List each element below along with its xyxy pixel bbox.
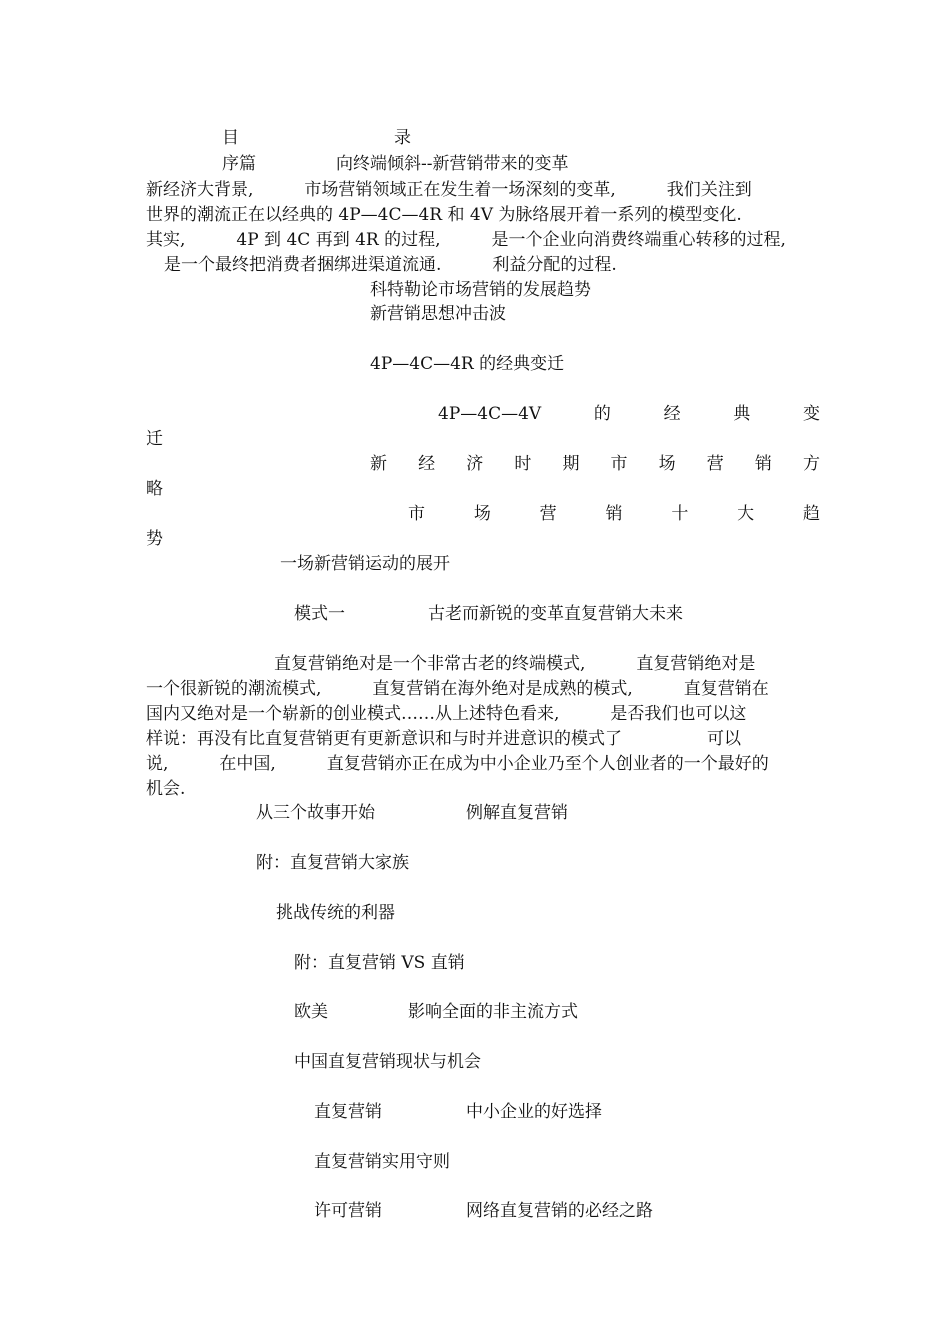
toc-item-perm-b: 网络直复营销的必经之路 (466, 1201, 653, 1221)
para1-line-3: 其实, 4P 到 4C 再到 4R 的过程, 是一个企业向消费终端重心转移的过程, (146, 230, 786, 250)
toc-item-strategy-char: 方 (802, 454, 820, 474)
toc-item-movement: 一场新营销运动的展开 (280, 554, 450, 574)
toc-item-kotler: 科特勒论市场营销的发展趋势 (370, 280, 591, 300)
para1-line-1: 新经济大背景, 市场营销领域正在发生着一场深刻的变革, 我们关注到 (146, 180, 752, 200)
toc-item-rules: 直复营销实用守则 (314, 1152, 450, 1172)
toc-item-strategy-char: 期 (562, 454, 580, 474)
toc-item-trend-char: 场 (473, 504, 491, 524)
toc-item-strategy-char: 济 (466, 454, 484, 474)
toc-item-4v-part: 4P—4C—4V (438, 404, 542, 424)
para2-line-2: 一个很新锐的潮流模式, 直复营销在海外绝对是成熟的模式, 直复营销在 (146, 679, 769, 699)
toc-item-4p4c4r: 4P—4C—4R 的经典变迁 (370, 354, 565, 374)
toc-item-vs: 附：直复营销 VS 直销 (294, 953, 465, 973)
toc-item-challenge: 挑战传统的利器 (276, 903, 395, 923)
toc-item-wave: 新营销思想冲击波 (370, 304, 506, 324)
toc-item-europe-b: 影响全面的非主流方式 (408, 1002, 578, 1022)
toc-item-perm-a: 许可营销 (314, 1201, 382, 1221)
toc-item-trend-tail: 势 (146, 529, 163, 549)
mode1-title: 古老而新锐的变革直复营销大未来 (428, 604, 683, 624)
para2-line-5: 说, 在中国, 直复营销亦正在成为中小企业乃至个人创业者的一个最好的 (146, 754, 769, 774)
toc-item-4v-part: 变 (802, 404, 820, 424)
toc-item-family: 附：直复营销大家族 (256, 853, 409, 873)
toc-item-sme-b: 中小企业的好选择 (466, 1102, 602, 1122)
toc-item-strategy-char: 市 (610, 454, 628, 474)
toc-item-trend-char: 大 (737, 504, 755, 524)
toc-item-4v (438, 402, 820, 427)
toc-item-trend (408, 502, 820, 527)
toc-item-strategy-char: 经 (418, 454, 436, 474)
para1-line-2: 世界的潮流正在以经典的 4P—4C—4R 和 4V 为脉络展开着一系列的模型变化. (146, 205, 742, 225)
toc-title-left: 目 (222, 128, 239, 148)
mode1-label: 模式一 (294, 604, 345, 624)
toc-item-trend-char: 趋 (802, 504, 820, 524)
toc-item-strategy-char: 时 (514, 454, 532, 474)
para2-line-4: 样说：再没有比直复营销更有更新意识和与时并进意识的模式了 可以 (146, 729, 741, 749)
toc-item-strategy-char: 新 (370, 454, 387, 474)
toc-item-strategy-char: 场 (658, 454, 676, 474)
toc-title-right: 录 (394, 128, 411, 148)
preface-title: 向终端倾斜--新营销带来的变革 (336, 154, 569, 174)
toc-item-strategy-char: 营 (706, 454, 724, 474)
preface-label: 序篇 (222, 154, 256, 174)
para2-line-1: 直复营销绝对是一个非常古老的终端模式, 直复营销绝对是 (274, 654, 756, 674)
toc-item-4v-part: 的 (593, 404, 611, 424)
toc-item-europe-a: 欧美 (294, 1002, 328, 1022)
para2-line-3: 国内又绝对是一个崭新的创业模式……从上述特色看来, 是否我们也可以这 (146, 704, 747, 724)
toc-item-strategy (370, 452, 820, 477)
toc-item-strategy-tail: 略 (146, 479, 163, 499)
toc-item-stories-b: 例解直复营销 (466, 803, 568, 823)
toc-item-trend-char: 营 (539, 504, 557, 524)
toc-item-stories-a: 从三个故事开始 (256, 803, 375, 823)
toc-item-trend-char: 十 (671, 504, 689, 524)
toc-item-china: 中国直复营销现状与机会 (294, 1052, 481, 1072)
toc-item-4v-tail: 迁 (146, 429, 163, 449)
toc-item-trend-char: 销 (605, 504, 623, 524)
toc-item-sme-a: 直复营销 (314, 1102, 382, 1122)
para1-line-4: 是一个最终把消费者捆绑进渠道流通. 利益分配的过程. (164, 255, 617, 275)
para2-line-6: 机会. (146, 779, 186, 799)
toc-item-strategy-char: 销 (754, 454, 772, 474)
toc-item-4v-part: 典 (733, 404, 751, 424)
toc-item-trend-char: 市 (408, 504, 425, 524)
toc-item-4v-part: 经 (663, 404, 681, 424)
